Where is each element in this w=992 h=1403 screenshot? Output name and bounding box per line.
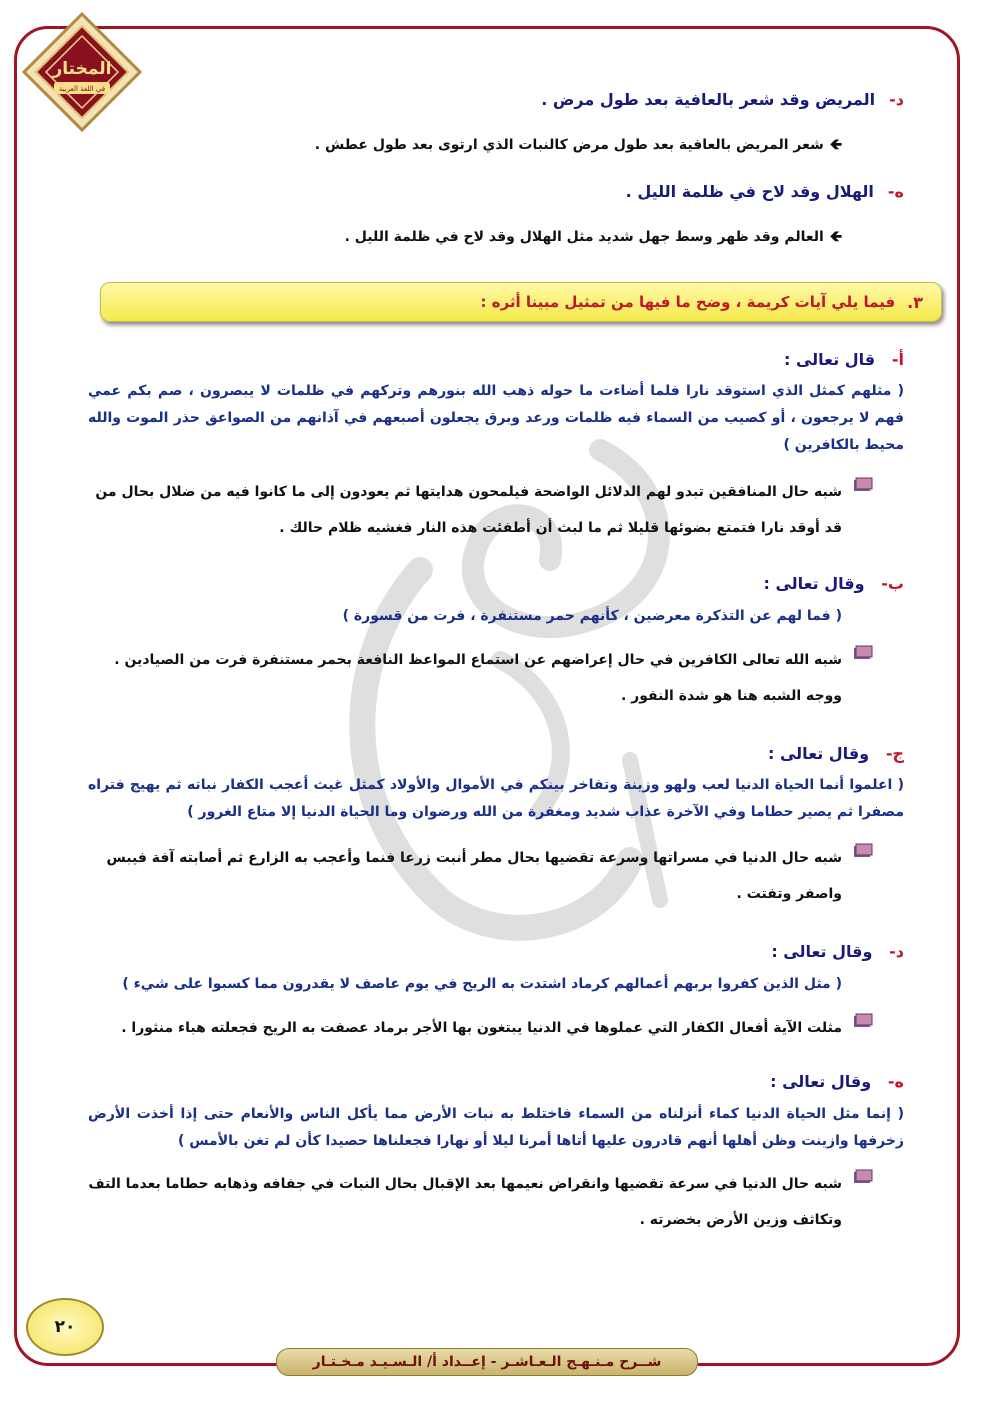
verse-a-explanation: شبه حال المنافقين تبدو لهم الدلائل الواضحة فيلمحون هدايتها ثم يعودون إلى ما كانوا فيه من ضلال بحال من قد أوقد نارا فتمتع بضوئها قليلا ثم ما لبث أن أطفئت هذه النار فغشيه ظلام حالك . xyxy=(95,484,842,536)
verse-d-explanation-wrap xyxy=(80,1010,842,1046)
verse-e-letter: ه- xyxy=(887,1072,904,1091)
verse-e-heading xyxy=(770,1072,904,1091)
verse-c-heading xyxy=(768,744,904,763)
verse-c-letter: ج- xyxy=(885,744,904,763)
item-h-text: الهلال وقد لاح في ظلمة الليل . xyxy=(625,182,874,201)
verse-a-heading xyxy=(784,350,904,369)
verse-c-label: وقال تعالى : xyxy=(768,744,870,763)
verse-b-letter: ب- xyxy=(881,574,904,593)
verse-d-letter: د- xyxy=(889,942,904,961)
question-3-banner xyxy=(100,282,942,322)
logo-title: المختار xyxy=(52,59,112,79)
page-number: ٢٠ xyxy=(26,1298,104,1356)
question-3-text: فيما يلي آيات كريمة ، وضح ما فيها من تمثيل مبينا أثره : xyxy=(480,293,896,311)
book-icon xyxy=(852,476,874,494)
verse-a-text: ( مثلهم كمثل الذي استوقد نارا فلما أضاءت ما حوله ذهب الله بنورهم وتركهم في ظلمات لا يبصرون ، صم بكم عمي فهم لا يرجعون ، أو كصيب من السماء فيه ظلمات ورعد وبرق يجعلون أصبعهم في آذانهم من الصواعق حذر الموت والله محيط بالكافرين ) xyxy=(88,383,904,453)
verse-b-heading xyxy=(763,574,904,593)
verse-a-letter: أ- xyxy=(891,350,904,369)
verse-d-text: ( مثل الذين كفروا بربهم أعمالهم كرماد اشتدت به الريح في يوم عاصف لا يقدرون مما كسبوا على شيء ) xyxy=(122,976,842,992)
verse-e-label: وقال تعالى : xyxy=(770,1072,872,1091)
verse-b-label: وقال تعالى : xyxy=(763,574,865,593)
logo-emblem xyxy=(22,12,142,132)
verse-e-explanation: شبه حال الدنيا في سرعة تقضيها وانقراض نعيمها بعد الإقبال بحال النبات في جفافه وذهابه حطاما بعدما التف وتكاثف وزين الأرض بخضرته . xyxy=(88,1176,842,1228)
verse-b-explanation: شبه الله تعالى الكافرين في حال إعراضهم عن استماع المواعظ النافعة بحمر مستنفرة فرت من الصيادين . ووجه الشبه هنا هو شدة النفور . xyxy=(114,652,842,704)
item-d-letter: د- xyxy=(889,90,904,109)
verse-d-heading xyxy=(771,942,904,961)
verse-e-text: ( إنما مثل الحياة الدنيا كماء أنزلناه من السماء فاختلط به نبات الأرض مما يأكل الناس والأنعام حتى إذا أخذت الأرض زخرفها وازينت وظن أهلها أنهم قادرون عليها أتاها أمرنا ليلا أو نهارا فجعلناها حصيدا كأن لم تغن بالأمس ) xyxy=(88,1106,904,1149)
footer-banner: شــرح مـنـهـج الـعـاشـر - إعــداد أ/ الـسـيـد مـخـتـار xyxy=(276,1348,698,1376)
book-icon xyxy=(852,1012,874,1030)
book-icon xyxy=(852,1168,874,1186)
item-d-text: المريض وقد شعر بالعافية بعد طول مرض . xyxy=(541,90,876,109)
book-icon xyxy=(852,842,874,860)
item-d-heading xyxy=(80,90,904,109)
logo-subtitle: في اللغة العربية xyxy=(58,85,106,93)
verse-d-label: وقال تعالى : xyxy=(771,942,873,961)
item-d-answer-line xyxy=(80,134,842,159)
arrow-left-icon: 🡸 xyxy=(829,135,842,153)
verse-c-explanation: شبه حال الدنيا في مسراتها وسرعة تقضيها بحال مطر أنبت زرعا فنما وأعجب به الزارع ثم أصابته آفة فيبس واصفر وتفتت . xyxy=(106,850,842,902)
verse-a-explanation-wrap xyxy=(80,474,842,546)
item-d-answer: شعر المريض بالعافية بعد طول مرض كالنبات الذي ارتوى بعد طول عطش . xyxy=(314,137,824,153)
verse-b-explanation-wrap xyxy=(80,642,842,714)
verse-c-text: ( اعلموا أنما الحياة الدنيا لعب ولهو وزينة وتفاخر بينكم في الأموال والأولاد كمثل غيث أعجب الكفار نباته ثم يهيج فتراه مصفرا ثم يصير حطاما وفي الآخرة عذاب شديد ومغفرة من الله ورضوان وما الحياة الدنيا إلا متاع الغرور ) xyxy=(88,777,904,820)
verse-b-text: ( فما لهم عن التذكرة معرضين ، كأنهم حمر مستنفرة ، فرت من قسورة ) xyxy=(342,608,842,624)
verse-e-explanation-wrap xyxy=(80,1166,842,1238)
verse-c-explanation-wrap xyxy=(80,840,842,912)
question-3-number: ٣. xyxy=(907,292,923,312)
verse-a-label: قال تعالى : xyxy=(784,350,876,369)
book-icon xyxy=(852,644,874,662)
verse-d-explanation: مثلت الآية أفعال الكفار التي عملوها في الدنيا يبتغون بها الأجر برماد عصفت به الريح فجعلته هباء منثورا . xyxy=(121,1020,842,1036)
arrow-left-icon: 🡸 xyxy=(829,227,842,245)
item-h-heading xyxy=(80,182,904,201)
item-h-letter: ه- xyxy=(887,182,904,201)
item-h-answer: العالم وقد ظهر وسط جهل شديد مثل الهلال وقد لاح في ظلمة الليل . xyxy=(344,229,824,245)
item-h-answer-line xyxy=(80,226,842,251)
